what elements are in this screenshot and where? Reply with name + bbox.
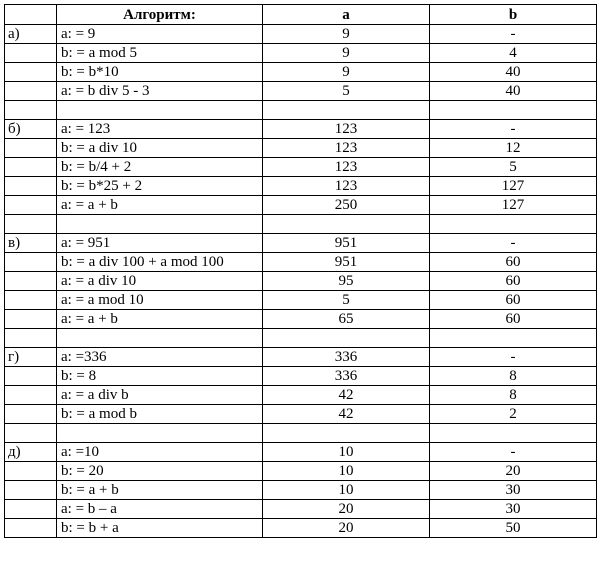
value-a: 123 <box>263 177 430 196</box>
value-a: 123 <box>263 158 430 177</box>
table-row <box>5 120 597 139</box>
group-label <box>5 310 57 329</box>
group-label <box>5 63 57 82</box>
value-a: 10 <box>263 443 430 462</box>
algorithm-step: a: = 9 <box>57 25 263 44</box>
algorithm-step: b: = a mod b <box>57 405 263 424</box>
value-a: 10 <box>263 481 430 500</box>
value-a: 5 <box>263 291 430 310</box>
table-row <box>5 481 597 500</box>
value-b: 30 <box>430 481 597 500</box>
value-b: 12 <box>430 139 597 158</box>
value-a: 250 <box>263 196 430 215</box>
value-b: 50 <box>430 519 597 538</box>
value-b: 4 <box>430 44 597 63</box>
table-row <box>5 386 597 405</box>
algorithm-step: a: = 123 <box>57 120 263 139</box>
spacer-row <box>5 215 597 234</box>
algorithm-step: b: = 20 <box>57 462 263 481</box>
value-b: 127 <box>430 177 597 196</box>
value-b: 30 <box>430 500 597 519</box>
group-label: в) <box>5 234 57 253</box>
group-label <box>5 500 57 519</box>
empty-cell <box>263 424 430 443</box>
group-label <box>5 139 57 158</box>
header-a: a <box>263 5 430 25</box>
table-row <box>5 443 597 462</box>
value-a: 9 <box>263 63 430 82</box>
value-b: - <box>430 120 597 139</box>
value-b: 60 <box>430 253 597 272</box>
table-row <box>5 139 597 158</box>
group-label <box>5 158 57 177</box>
algorithm-step: a: = 951 <box>57 234 263 253</box>
empty-cell <box>263 215 430 234</box>
group-label <box>5 82 57 101</box>
spacer-row <box>5 329 597 348</box>
header-label-cell <box>5 5 57 25</box>
group-label: б) <box>5 120 57 139</box>
algorithm-step: b: = b/4 + 2 <box>57 158 263 177</box>
value-b: 5 <box>430 158 597 177</box>
group-label <box>5 272 57 291</box>
value-a: 9 <box>263 44 430 63</box>
empty-cell <box>5 329 57 348</box>
header-b: b <box>430 5 597 25</box>
value-a: 95 <box>263 272 430 291</box>
table-row <box>5 310 597 329</box>
group-label <box>5 405 57 424</box>
value-b: - <box>430 443 597 462</box>
table-row <box>5 44 597 63</box>
group-label: а) <box>5 25 57 44</box>
value-b: - <box>430 25 597 44</box>
empty-cell <box>5 424 57 443</box>
value-b: - <box>430 234 597 253</box>
table-row <box>5 405 597 424</box>
header-row <box>5 5 597 25</box>
algorithm-step: a: = b div 5 - 3 <box>57 82 263 101</box>
algorithm-step: a: = a + b <box>57 310 263 329</box>
group-label <box>5 462 57 481</box>
value-b: 60 <box>430 310 597 329</box>
algorithm-step: b: = a mod 5 <box>57 44 263 63</box>
value-a: 42 <box>263 386 430 405</box>
spacer-row <box>5 424 597 443</box>
algorithm-step: b: = a div 100 + a mod 100 <box>57 253 263 272</box>
algorithm-step: b: = b*10 <box>57 63 263 82</box>
algorithm-step: a: = a div 10 <box>57 272 263 291</box>
table-row <box>5 367 597 386</box>
value-a: 951 <box>263 234 430 253</box>
table-row <box>5 25 597 44</box>
table-row <box>5 158 597 177</box>
table-row <box>5 519 597 538</box>
empty-cell <box>430 215 597 234</box>
value-a: 951 <box>263 253 430 272</box>
value-b: 20 <box>430 462 597 481</box>
table-row <box>5 348 597 367</box>
value-b: 40 <box>430 63 597 82</box>
table-row <box>5 82 597 101</box>
value-a: 123 <box>263 139 430 158</box>
value-a: 336 <box>263 367 430 386</box>
empty-cell <box>57 424 263 443</box>
table-row <box>5 234 597 253</box>
group-label <box>5 367 57 386</box>
algorithm-step: b: = a div 10 <box>57 139 263 158</box>
value-b: - <box>430 348 597 367</box>
spacer-row <box>5 101 597 120</box>
table-row <box>5 500 597 519</box>
algorithm-step: a: = a mod 10 <box>57 291 263 310</box>
value-b: 60 <box>430 272 597 291</box>
value-a: 20 <box>263 519 430 538</box>
algorithm-step: a: =336 <box>57 348 263 367</box>
empty-cell <box>263 101 430 120</box>
group-label: г) <box>5 348 57 367</box>
empty-cell <box>5 215 57 234</box>
table-row <box>5 272 597 291</box>
algorithm-trace-table <box>4 4 597 538</box>
group-label <box>5 519 57 538</box>
group-label <box>5 386 57 405</box>
empty-cell <box>57 329 263 348</box>
algorithm-step: b: = 8 <box>57 367 263 386</box>
value-a: 20 <box>263 500 430 519</box>
value-a: 336 <box>263 348 430 367</box>
group-label <box>5 291 57 310</box>
empty-cell <box>263 329 430 348</box>
table-row <box>5 253 597 272</box>
value-b: 60 <box>430 291 597 310</box>
value-b: 40 <box>430 82 597 101</box>
group-label <box>5 196 57 215</box>
table-row <box>5 63 597 82</box>
value-b: 8 <box>430 367 597 386</box>
group-label <box>5 253 57 272</box>
table-row <box>5 196 597 215</box>
empty-cell <box>57 215 263 234</box>
value-a: 5 <box>263 82 430 101</box>
table-row <box>5 291 597 310</box>
algorithm-step: b: = a + b <box>57 481 263 500</box>
algorithm-step: a: = b – a <box>57 500 263 519</box>
value-b: 8 <box>430 386 597 405</box>
value-a: 65 <box>263 310 430 329</box>
algorithm-step: a: =10 <box>57 443 263 462</box>
value-a: 10 <box>263 462 430 481</box>
table-row <box>5 462 597 481</box>
algorithm-step: b: = b*25 + 2 <box>57 177 263 196</box>
empty-cell <box>430 424 597 443</box>
empty-cell <box>5 101 57 120</box>
table-body <box>5 25 597 538</box>
value-a: 9 <box>263 25 430 44</box>
group-label <box>5 177 57 196</box>
value-a: 123 <box>263 120 430 139</box>
group-label: д) <box>5 443 57 462</box>
empty-cell <box>57 101 263 120</box>
header-algorithm: Алгоритм: <box>57 5 263 25</box>
algorithm-step: b: = b + a <box>57 519 263 538</box>
group-label <box>5 44 57 63</box>
value-a: 42 <box>263 405 430 424</box>
table-row <box>5 177 597 196</box>
algorithm-step: a: = a div b <box>57 386 263 405</box>
value-b: 2 <box>430 405 597 424</box>
empty-cell <box>430 329 597 348</box>
algorithm-step: a: = a + b <box>57 196 263 215</box>
group-label <box>5 481 57 500</box>
value-b: 127 <box>430 196 597 215</box>
empty-cell <box>430 101 597 120</box>
